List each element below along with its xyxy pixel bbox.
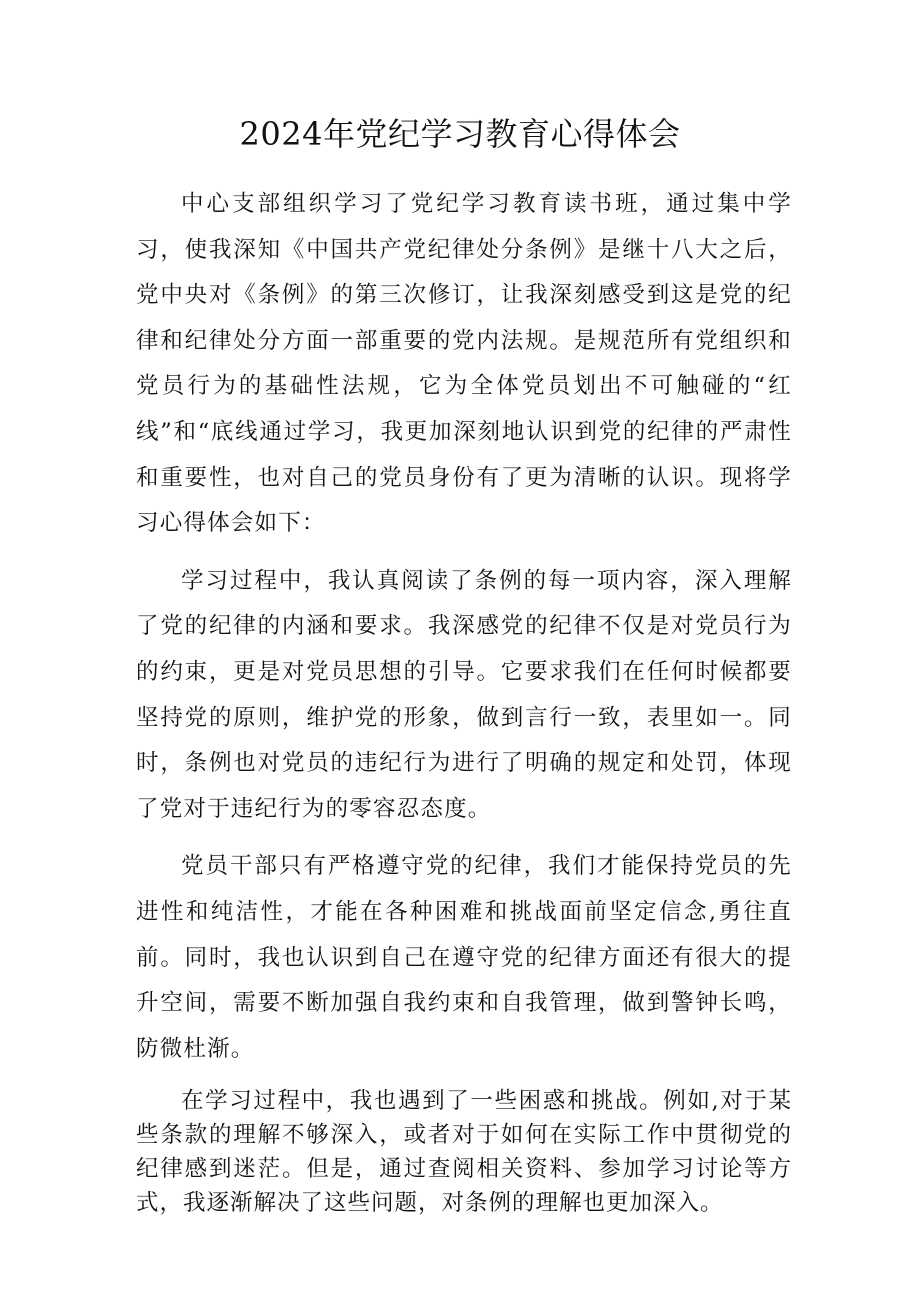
document-body xyxy=(136,182,792,1232)
paragraph-3: 党员干部只有严格遵守党的纪律，我们才能保持党员的先进性和纯洁性，才能在各种困难和挑战面前坚定信念,勇往直前。同时，我也认识到自己在遵守党的纪律方面还有很大的提升空间，需要不断加强自我约束和自我管理，做到警钟长鸣，防微杜渐。 xyxy=(136,853,792,1062)
paragraph-1: 中心支部组织学习了党纪学习教育读书班，通过集中学习，使我深知《中国共产党纪律处分条例》是继十八大之后，党中央对《条例》的第三次修订，让我深刻感受到这是党的纪律和纪律处分方面一部重要的党内法规。是规范所有党组织和党员行为的基础性法规，它为全体党员划出不可触碰的“红线”和“底线通过学习，我更加深刻地认识到党的纪律的严肃性和重要性，也对自己的党员身份有了更为清晰的认识。现将学习心得体会如下： xyxy=(136,191,792,537)
document-title: 2024年党纪学习教育心得体会 xyxy=(239,115,681,153)
paragraph-2: 学习过程中，我认真阅读了条例的每一项内容，深入理解了党的纪律的内涵和要求。我深感党的纪律不仅是对党员行为的约束，更是对党员思想的引导。它要求我们在任何时候都要坚持党的原则，维护党的形象，做到言行一致，表里如一。同时，条例也对党员的违纪行为进行了明确的规定和处罚，体现了党对于违纪行为的零容忍态度。 xyxy=(136,567,792,822)
paragraph-4: 在学习过程中，我也遇到了一些困惑和挑战。例如,对于某些条款的理解不够深入，或者对于如何在实际工作中贯彻党的纪律感到迷茫。但是，通过查阅相关资料、参加学习讨论等方式，我逐渐解决了这些问题，对条例的理解也更加深入。 xyxy=(136,1088,792,1217)
